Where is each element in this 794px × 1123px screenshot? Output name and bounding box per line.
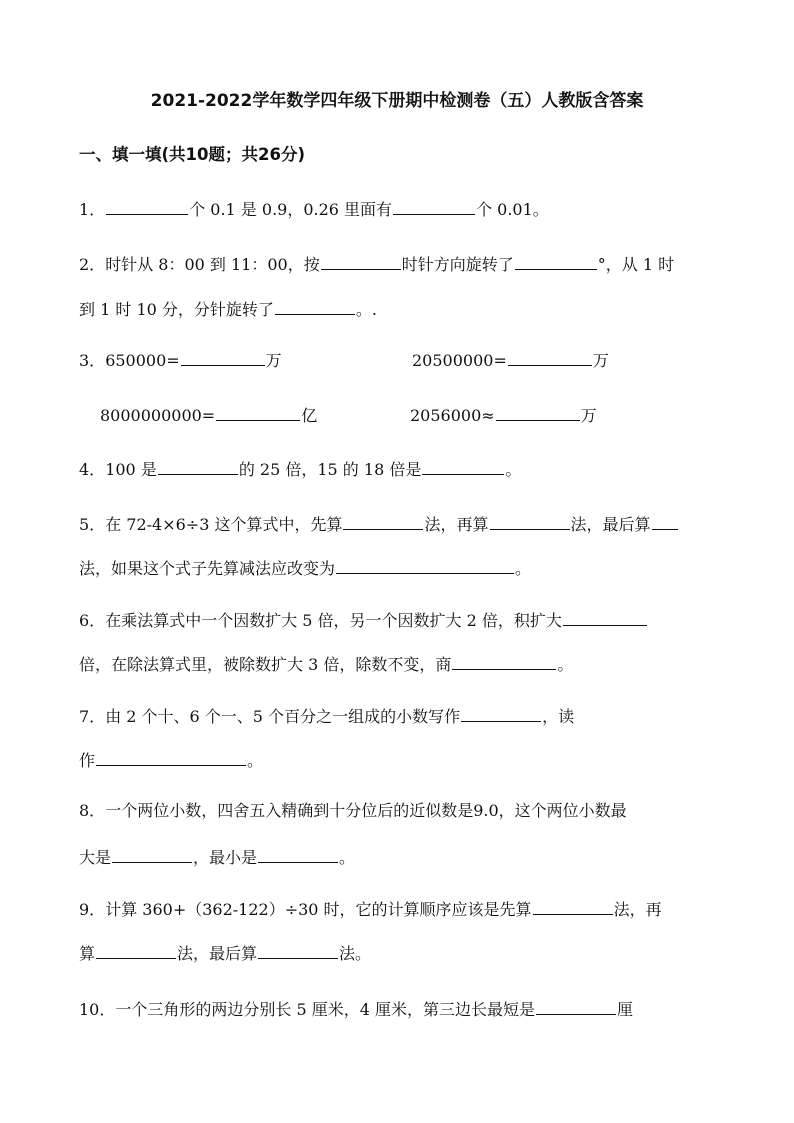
- question-text: 在 72-4×6÷3 这个算式中，先算: [105, 515, 343, 534]
- answer-blank[interactable]: [422, 458, 504, 475]
- answer-blank[interactable]: [96, 749, 246, 766]
- answer-blank[interactable]: [536, 998, 616, 1015]
- question-text: 亿: [301, 406, 318, 425]
- question-text: ，最小是: [193, 848, 258, 867]
- question-8-line-2: [79, 846, 355, 868]
- question-3-row-1-right: [412, 349, 609, 371]
- question-text: 倍，在除法算式里，被除数扩大 3 倍，除数不变，商: [79, 655, 452, 674]
- question-text: 。: [247, 751, 264, 770]
- question-text: 在乘法算式中一个因数扩大 5 倍，另一个因数扩大 2 倍，积扩大: [105, 611, 562, 630]
- section-heading: 一、填一填(共10题；共26分): [79, 145, 306, 164]
- answer-blank[interactable]: [106, 198, 188, 215]
- question-text: 。: [557, 655, 574, 674]
- answer-blank[interactable]: [496, 404, 580, 421]
- answer-blank[interactable]: [158, 458, 238, 475]
- question-number: 8．: [79, 801, 106, 820]
- question-text: 一个两位小数，四舍五入精确到十分位后的近似数是9.0，这个两位小数最: [105, 801, 627, 820]
- answer-blank[interactable]: [258, 846, 338, 863]
- question-text: 万: [592, 351, 609, 370]
- question-text: 法，最后算: [177, 944, 258, 963]
- question-text: 20500000=: [412, 351, 507, 370]
- answer-blank[interactable]: [343, 513, 423, 530]
- question-text: 。: [339, 848, 356, 867]
- question-text: 的 25 倍，15 的 18 倍是: [238, 460, 422, 479]
- answer-blank[interactable]: [258, 942, 338, 959]
- question-text: 时针方向旋转了: [401, 255, 514, 274]
- question-text: 法，如果这个式子先算减法应改变为: [79, 559, 336, 578]
- question-text: °，从 1 时: [597, 255, 675, 274]
- answer-blank[interactable]: [321, 253, 401, 270]
- question-text: 由 2 个十、6 个一、5 个百分之一组成的小数写作: [105, 707, 461, 726]
- question-10: [79, 998, 633, 1020]
- question-number: 2．: [79, 255, 106, 274]
- answer-blank[interactable]: [533, 898, 613, 915]
- question-text: 2056000≈: [410, 406, 495, 425]
- question-text: 时针从 8：00 到 11：00，按: [105, 255, 320, 274]
- question-3-row-2-right: [410, 404, 597, 426]
- question-text: 算: [79, 944, 96, 963]
- question-number: 3．: [79, 351, 106, 370]
- answer-blank[interactable]: [508, 349, 592, 366]
- answer-blank[interactable]: [112, 846, 192, 863]
- question-text: 。: [505, 460, 522, 479]
- question-4: [79, 458, 521, 480]
- question-6-line-2: [79, 653, 573, 675]
- question-1: [79, 198, 549, 220]
- question-2: [79, 253, 674, 275]
- question-text: 作: [79, 751, 96, 770]
- answer-blank[interactable]: [216, 404, 300, 421]
- question-text: 650000=: [105, 351, 180, 370]
- question-7-line-2: [79, 749, 263, 771]
- answer-blank[interactable]: [181, 349, 265, 366]
- page-title: 2021-2022学年数学四年级下册期中检测卷（五）人教版含答案: [150, 91, 644, 111]
- answer-blank[interactable]: [96, 942, 176, 959]
- answer-blank[interactable]: [490, 513, 570, 530]
- question-text: 法，最后算: [570, 515, 651, 534]
- answer-blank[interactable]: [563, 609, 647, 626]
- question-text: 个 0.01。: [476, 200, 549, 219]
- question-text: ，读: [542, 707, 575, 726]
- question-text: 计算 360+（362-122）÷30 时，它的计算顺序应该是先算: [105, 900, 532, 919]
- question-2-line-2: [79, 298, 377, 320]
- answer-blank[interactable]: [336, 557, 514, 574]
- question-number: 4．: [79, 460, 106, 479]
- question-text: 个 0.1 是 0.9，0.26 里面有: [189, 200, 393, 219]
- question-text: 万: [580, 406, 597, 425]
- question-text: 法，再算: [424, 515, 489, 534]
- question-number: 1．: [79, 200, 106, 219]
- question-text: 厘: [617, 1000, 634, 1019]
- question-number: 10．: [79, 1000, 116, 1019]
- answer-blank[interactable]: [452, 653, 556, 670]
- question-number: 7．: [79, 707, 106, 726]
- question-text: 8000000000=: [100, 406, 216, 425]
- question-5-line-2: [79, 557, 531, 579]
- question-text: 到 1 时 10 分，分针旋转了: [79, 300, 274, 319]
- question-text: 法，再: [613, 900, 662, 919]
- question-text: 。.: [355, 300, 377, 319]
- question-number: 6．: [79, 611, 106, 630]
- question-text: 一个三角形的两边分别长 5 厘米，4 厘米，第三边长最短是: [115, 1000, 535, 1019]
- question-3-row-1: [79, 349, 282, 371]
- question-7: [79, 705, 574, 727]
- question-text: 。: [515, 559, 532, 578]
- question-text: 100 是: [105, 460, 157, 479]
- question-text: 万: [265, 351, 282, 370]
- answer-blank[interactable]: [393, 198, 475, 215]
- answer-blank[interactable]: [515, 253, 597, 270]
- question-5: [79, 513, 679, 535]
- question-9: [79, 898, 662, 920]
- question-number: 9．: [79, 900, 106, 919]
- answer-blank[interactable]: [652, 513, 678, 530]
- answer-blank[interactable]: [275, 298, 355, 315]
- question-9-line-2: [79, 942, 371, 964]
- question-text: 法。: [339, 944, 372, 963]
- question-6: [79, 609, 648, 631]
- question-text: 大是: [79, 848, 112, 867]
- question-number: 5．: [79, 515, 106, 534]
- question-8: [79, 801, 627, 821]
- answer-blank[interactable]: [461, 705, 541, 722]
- question-3-row-2: [100, 404, 317, 426]
